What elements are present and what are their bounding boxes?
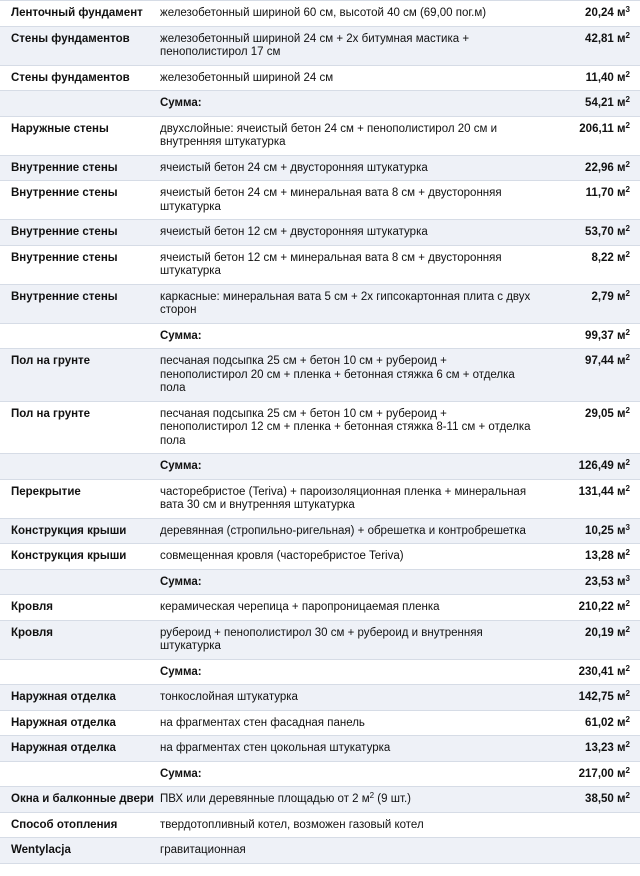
element-quantity: [540, 324, 640, 349]
description-exponent: 2: [369, 791, 375, 800]
quantity-value: 20,19: [585, 626, 614, 639]
quantity-unit: м: [617, 122, 626, 135]
element-quantity: [540, 736, 640, 761]
quantity-value: 8,22: [591, 251, 614, 264]
element-description: Сумма:: [160, 460, 202, 472]
quantity-exponent: 2: [625, 159, 630, 169]
element-quantity: [540, 27, 640, 65]
quantity-exponent: 2: [625, 405, 630, 415]
quantity-value: 54,21: [585, 97, 614, 109]
spec-row: [0, 156, 640, 182]
element-name: Пол на грунте: [11, 355, 91, 367]
element-description: ячеистый бетон 24 см + двусторонняя штукатурка: [160, 161, 428, 174]
spec-row: [0, 1, 640, 27]
quantity-exponent: 2: [625, 224, 630, 233]
quantity-exponent: 2: [625, 765, 630, 775]
spec-row: [0, 117, 640, 156]
quantity-value: 2,79: [591, 290, 614, 303]
quantity-value: 22,96: [585, 161, 614, 174]
quantity-exponent: 3: [625, 5, 630, 14]
quantity-exponent: 2: [625, 714, 630, 724]
element-quantity: [540, 220, 640, 245]
quantity-exponent: 2: [625, 624, 630, 634]
spec-row: [0, 181, 640, 220]
spec-row: [0, 595, 640, 621]
spec-row: [0, 66, 640, 92]
element-name: [0, 570, 150, 595]
element-name: Кровля: [11, 626, 54, 639]
quantity-exponent: 2: [625, 483, 630, 493]
quantity-value: 20,24: [585, 7, 614, 19]
element-name: Wentylacja: [11, 844, 71, 856]
quantity-exponent: 2: [625, 458, 630, 467]
quantity-unit: м: [617, 691, 626, 703]
quantity-exponent: 2: [625, 689, 630, 698]
element-name: Наружная отделка: [11, 742, 116, 754]
sum-row: [0, 570, 640, 596]
element-name: [0, 660, 150, 685]
quantity-exponent: 2: [625, 69, 630, 79]
element-name: Ленточный фундамент: [11, 7, 143, 19]
quantity-unit: м: [617, 251, 626, 264]
quantity-exponent: 2: [625, 353, 630, 362]
quantity-value: 11,70: [585, 187, 614, 199]
element-name: Наружная отделка: [11, 691, 116, 703]
quantity-unit: м: [617, 7, 626, 19]
quantity-exponent: 2: [625, 95, 630, 104]
element-description: железобетонный шириной 24 см: [160, 71, 334, 84]
element-quantity: [540, 519, 640, 544]
quantity-unit: м: [617, 329, 626, 342]
element-quantity: [540, 454, 640, 479]
quantity-value: 10,25: [585, 524, 614, 537]
element-name: Внутренние стены: [11, 187, 118, 199]
quantity-unit: м: [617, 601, 626, 613]
element-name: Наружная отделка: [11, 716, 116, 729]
element-quantity: [540, 117, 640, 155]
element-name: Внутренние стены: [11, 226, 118, 238]
spec-row: [0, 838, 640, 864]
quantity-unit: м: [617, 767, 626, 780]
quantity-value: 142,75: [578, 691, 614, 703]
spec-row: [0, 480, 640, 519]
element-description: песчаная подсыпка 25 см + бетон 10 см + рубероид + пенополистирол 12 см + пленка + бетонная стяжка 8-11 см + отделка пола: [160, 407, 531, 447]
element-description: песчаная подсыпка 25 см + бетон 10 см + рубероид + пенополистирол 20 см + пленка + бетонная стяжка 6 см + отделка пола: [160, 355, 515, 394]
quantity-unit: м: [617, 524, 626, 537]
element-description: двухслойные: ячеистый бетон 24 см + пенополистирол 20 см и внутренняя штукатурка: [160, 122, 498, 148]
spec-row: [0, 621, 640, 660]
spec-row: [0, 349, 640, 402]
quantity-value: 206,11: [579, 122, 614, 135]
element-quantity: [540, 156, 640, 181]
quantity-value: 13,28: [585, 550, 614, 562]
element-name: Внутренние стены: [11, 161, 118, 174]
element-description: ячеистый бетон 12 см + минеральная вата 8 см + двусторонняя штукатурка: [160, 251, 502, 277]
element-name: Стены фундаментов: [11, 32, 130, 45]
quantity-value: 126,49: [578, 460, 614, 472]
spec-row: [0, 685, 640, 711]
element-quantity: [540, 711, 640, 736]
spec-row: [0, 220, 640, 246]
element-description: гравитационная: [160, 844, 246, 856]
element-description: тонкослойная штукатурка: [160, 691, 298, 703]
element-quantity: [540, 787, 640, 812]
quantity-unit: м: [617, 187, 626, 199]
element-description: Сумма:: [160, 767, 202, 780]
element-description: Сумма:: [160, 575, 202, 588]
element-quantity: [540, 570, 640, 595]
quantity-exponent: 3: [625, 522, 630, 532]
element-name: Окна и балконные двери: [11, 793, 154, 805]
spec-row: [0, 787, 640, 813]
quantity-value: 217,00: [578, 767, 614, 780]
element-quantity: [540, 544, 640, 569]
element-quantity: [540, 1, 640, 26]
element-quantity: [540, 813, 640, 838]
element-description: керамическая черепица + паропроницаемая пленка: [160, 601, 440, 613]
spec-row: [0, 711, 640, 737]
sum-row: [0, 762, 640, 788]
quantity-unit: м: [617, 226, 626, 238]
quantity-exponent: 2: [625, 30, 630, 40]
quantity-unit: м: [617, 742, 626, 754]
element-quantity: [540, 685, 640, 710]
quantity-value: 97,44: [585, 355, 614, 367]
quantity-exponent: 2: [625, 185, 630, 194]
element-name: [0, 91, 150, 116]
element-quantity: [540, 285, 640, 323]
element-description: деревянная (стропильно-ригельная) + обрешетка и контробрешетка: [160, 524, 526, 537]
element-description: на фрагментах стен фасадная панель: [160, 716, 365, 729]
quantity-value: 61,02: [585, 716, 614, 729]
quantity-unit: м: [617, 575, 626, 588]
quantity-unit: м: [617, 460, 626, 472]
element-description: ячеистый бетон 12 см + двусторонняя штукатурка: [160, 226, 428, 238]
element-description: совмещенная кровля (часторебристое Teriva): [160, 550, 404, 562]
quantity-exponent: 2: [625, 740, 630, 749]
quantity-unit: м: [617, 485, 626, 498]
element-name: Внутренние стены: [11, 251, 118, 264]
element-name: Конструкция крыши: [11, 550, 127, 562]
quantity-unit: м: [617, 355, 626, 367]
element-name: [0, 324, 150, 349]
quantity-exponent: 2: [625, 249, 630, 259]
element-quantity: [540, 246, 640, 284]
element-quantity: [540, 66, 640, 91]
quantity-exponent: 3: [625, 573, 630, 583]
spec-row: [0, 519, 640, 545]
element-quantity: [540, 402, 640, 454]
quantity-value: 42,81: [585, 32, 614, 45]
element-description: часторебристое (Teriva) + пароизоляционная пленка + минеральная вата 30 см и внутренняя штукатурка: [160, 485, 527, 511]
element-quantity: [540, 181, 640, 219]
quantity-unit: м: [617, 716, 626, 729]
sum-row: [0, 454, 640, 480]
quantity-value: 210,22: [578, 601, 614, 613]
spec-row: [0, 544, 640, 570]
quantity-exponent: 2: [625, 120, 630, 130]
quantity-unit: м: [617, 97, 626, 109]
spec-row: [0, 27, 640, 66]
element-description: Сумма:: [160, 329, 202, 342]
element-quantity: [540, 621, 640, 659]
element-quantity: [540, 660, 640, 685]
quantity-value: 13,23: [585, 742, 614, 754]
sum-row: [0, 660, 640, 686]
element-description: ячеистый бетон 24 см + минеральная вата 8 см + двусторонняя штукатурка: [160, 187, 502, 213]
spec-rows: [0, 1, 640, 864]
element-description: железобетонный шириной 60 см, высотой 40 см (69,00 пог.м): [160, 7, 487, 19]
element-quantity: [540, 480, 640, 518]
quantity-value: 230,41: [578, 665, 614, 678]
quantity-unit: м: [617, 665, 626, 678]
element-name: [0, 762, 150, 787]
element-quantity: [540, 91, 640, 116]
quantity-unit: м: [617, 407, 626, 420]
quantity-value: 53,70: [585, 226, 614, 238]
element-quantity: [540, 349, 640, 401]
element-description: Сумма:: [160, 665, 202, 678]
element-description: каркасные: минеральная вата 5 см + 2х гипсокартонная плита с двух сторон: [160, 290, 531, 316]
element-quantity: [540, 762, 640, 787]
element-name: [0, 454, 150, 479]
quantity-exponent: 2: [625, 599, 630, 608]
spec-row: [0, 285, 640, 324]
quantity-exponent: 2: [625, 791, 630, 800]
element-name: Наружные стены: [11, 122, 109, 135]
element-description: рубероид + пенополистирол 30 см + рубероид и внутренняя штукатурка: [160, 626, 483, 652]
spec-row: [0, 736, 640, 762]
quantity-unit: м: [617, 32, 626, 45]
element-description: железобетонный шириной 24 см + 2х битумная мастика + пенополистирол 17 см: [160, 32, 470, 58]
description-suffix: (9 шт.): [374, 793, 411, 805]
quantity-value: 131,44: [578, 485, 614, 498]
quantity-value: 99,37: [585, 329, 614, 342]
quantity-exponent: 2: [625, 327, 630, 337]
description-text: ПВХ или деревянные площадью от 2 м: [160, 793, 370, 805]
quantity-unit: м: [617, 550, 626, 562]
quantity-value: 38,50: [585, 793, 614, 805]
element-description: [150, 787, 540, 812]
spec-row: [0, 813, 640, 839]
element-description: Сумма:: [160, 97, 202, 109]
quantity-unit: м: [617, 71, 626, 84]
element-name: Перекрытие: [11, 485, 81, 498]
element-description: на фрагментах стен цокольная штукатурка: [160, 742, 391, 754]
quantity-unit: м: [617, 161, 626, 174]
quantity-unit: м: [617, 793, 626, 805]
element-name: Пол на грунте: [11, 407, 91, 420]
quantity-exponent: 2: [625, 548, 630, 557]
element-description: твердотопливный котел, возможен газовый котел: [160, 818, 424, 831]
sum-row: [0, 324, 640, 350]
element-name: Конструкция крыши: [11, 524, 127, 537]
quantity-exponent: 2: [625, 288, 630, 298]
quantity-value: 11,40: [585, 71, 614, 84]
quantity-value: 23,53: [585, 575, 614, 588]
element-quantity: [540, 595, 640, 620]
element-quantity: [540, 838, 640, 863]
element-name: Внутренние стены: [11, 290, 118, 303]
quantity-unit: м: [617, 290, 626, 303]
quantity-value: 29,05: [585, 407, 614, 420]
element-name: Способ отопления: [11, 818, 118, 831]
element-name: Кровля: [11, 601, 54, 613]
element-name: Стены фундаментов: [11, 71, 130, 84]
sum-row: [0, 91, 640, 117]
quantity-unit: м: [617, 626, 626, 639]
spec-row: [0, 402, 640, 455]
spec-row: [0, 246, 640, 285]
quantity-exponent: 2: [625, 663, 630, 673]
